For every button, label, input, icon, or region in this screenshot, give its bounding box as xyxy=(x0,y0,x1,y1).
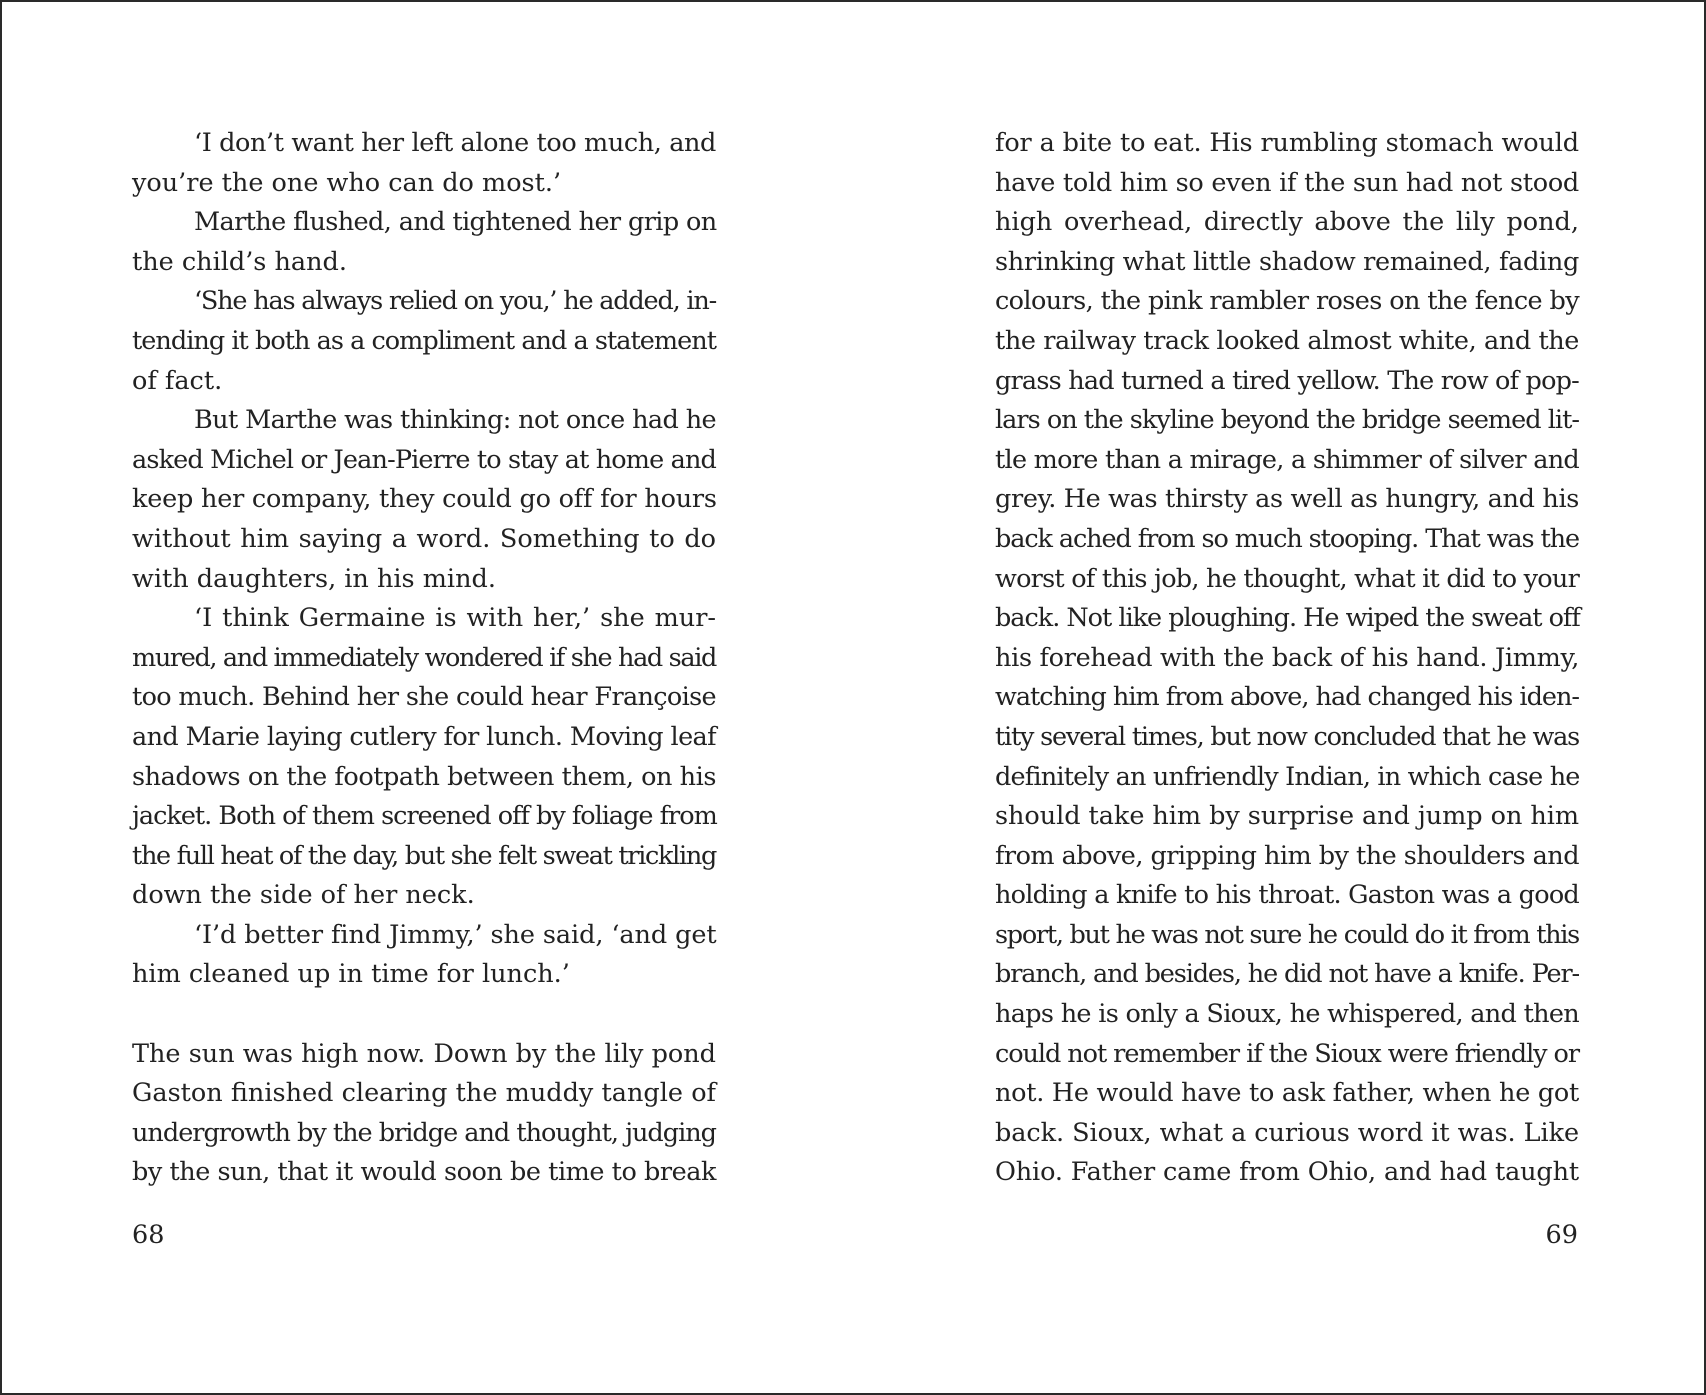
text-line: ‘I don’t want her left alone too much, and xyxy=(194,128,716,158)
right-page xyxy=(855,2,1706,1393)
text-line: definitely an unfriendly Indian, in which case he xyxy=(995,761,1580,792)
text-line: have told him so even if the sun had not stood xyxy=(995,167,1579,198)
text-line: the child’s hand. xyxy=(132,246,347,277)
text-line: watching him from above, had changed his iden- xyxy=(995,682,1579,713)
text-line: him cleaned up in time for lunch.’ xyxy=(132,959,570,990)
right-page-text xyxy=(995,124,1579,1193)
text-line: holding a knife to his throat. Gaston was a good xyxy=(995,880,1579,911)
text-line: too much. Behind her she could hear Françoise xyxy=(132,682,716,713)
left-page xyxy=(2,2,855,1393)
text-line: down the side of her neck. xyxy=(132,880,475,911)
text-line: should take him by surprise and jump on him xyxy=(995,801,1579,832)
text-line: could not remember if the Sioux were friendly or xyxy=(995,1038,1579,1069)
text-line: ‘I think Germaine is with her,’ she mur- xyxy=(194,603,716,634)
text-line: tle more than a mirage, a shimmer of silver and xyxy=(995,444,1579,475)
text-line: asked Michel or Jean-Pierre to stay at home and xyxy=(132,444,716,475)
text-line: his forehead with the back of his hand. Jimmy, xyxy=(995,642,1579,673)
text-line: grey. He was thirsty as well as hungry, and his xyxy=(995,484,1579,515)
text-line: high overhead, directly above the lily pond, xyxy=(995,207,1579,238)
text-line: branch, and besides, he did not have a knife. Per- xyxy=(995,959,1579,990)
text-line: for a bite to eat. His rumbling stomach would xyxy=(995,128,1579,158)
text-line: back ached from so much stooping. That was the xyxy=(995,523,1579,554)
text-line: lars on the skyline beyond the bridge seemed lit- xyxy=(995,405,1579,436)
text-line: grass had turned a tired yellow. The row of pop- xyxy=(995,365,1579,396)
text-line: you’re the one who can do most.’ xyxy=(132,167,562,198)
text-line: haps he is only a Sioux, he whispered, and then xyxy=(995,999,1579,1030)
text-line: of fact. xyxy=(132,365,223,396)
text-line: tity several times, but now concluded that he was xyxy=(995,721,1579,752)
text-line: mured, and immediately wondered if she had said xyxy=(132,642,716,673)
text-line: the full heat of the day, but she felt sweat trickling xyxy=(132,840,716,871)
text-line: and Marie laying cutlery for lunch. Moving leaf xyxy=(132,721,716,752)
left-page-number: 68 xyxy=(132,1220,165,1250)
text-line: Ohio. Father came from Ohio, and had taught xyxy=(995,1157,1579,1188)
text-line: not. He would have to ask father, when he got xyxy=(995,1078,1579,1109)
text-line xyxy=(132,995,716,1035)
text-line: shadows on the footpath between them, on his xyxy=(132,761,716,792)
text-line: ‘I’d better find Jimmy,’ she said, ‘and get xyxy=(194,919,717,950)
text-line: Marthe flushed, and tightened her grip on xyxy=(194,207,717,238)
text-line: by the sun, that it would soon be time to break xyxy=(132,1157,716,1188)
text-line: back. Not like ploughing. He wiped the sweat off xyxy=(995,603,1580,634)
right-page-number: 69 xyxy=(1545,1220,1578,1250)
text-line: colours, the pink rambler roses on the fence by xyxy=(995,286,1579,317)
text-line: tending it both as a compliment and a statement xyxy=(132,325,716,356)
text-line: Gaston finished clearing the muddy tangle of xyxy=(132,1078,716,1109)
text-line: back. Sioux, what a curious word it was. Like xyxy=(995,1117,1579,1148)
text-line: ‘She has always relied on you,’ he added, in- xyxy=(194,286,716,317)
text-line: keep her company, they could go off for hours xyxy=(132,484,717,515)
text-line: without him saying a word. Something to do xyxy=(132,523,716,554)
text-line: shrinking what little shadow remained, fading xyxy=(995,246,1579,277)
text-line: sport, but he was not sure he could do it from this xyxy=(995,919,1579,950)
text-line: the railway track looked almost white, and the xyxy=(995,325,1579,356)
text-line: undergrowth by the bridge and thought, judging xyxy=(132,1117,716,1148)
text-line: worst of this job, he thought, what it did to your xyxy=(995,563,1579,594)
text-line: from above, gripping him by the shoulders and xyxy=(995,840,1579,871)
text-line: jacket. Both of them screened off by foliage from xyxy=(132,801,717,832)
text-line: The sun was high now. Down by the lily pond xyxy=(132,1038,716,1069)
text-line: with daughters, in his mind. xyxy=(132,563,496,594)
text-line: But Marthe was thinking: not once had he xyxy=(194,405,716,436)
left-page-text xyxy=(132,124,716,1193)
